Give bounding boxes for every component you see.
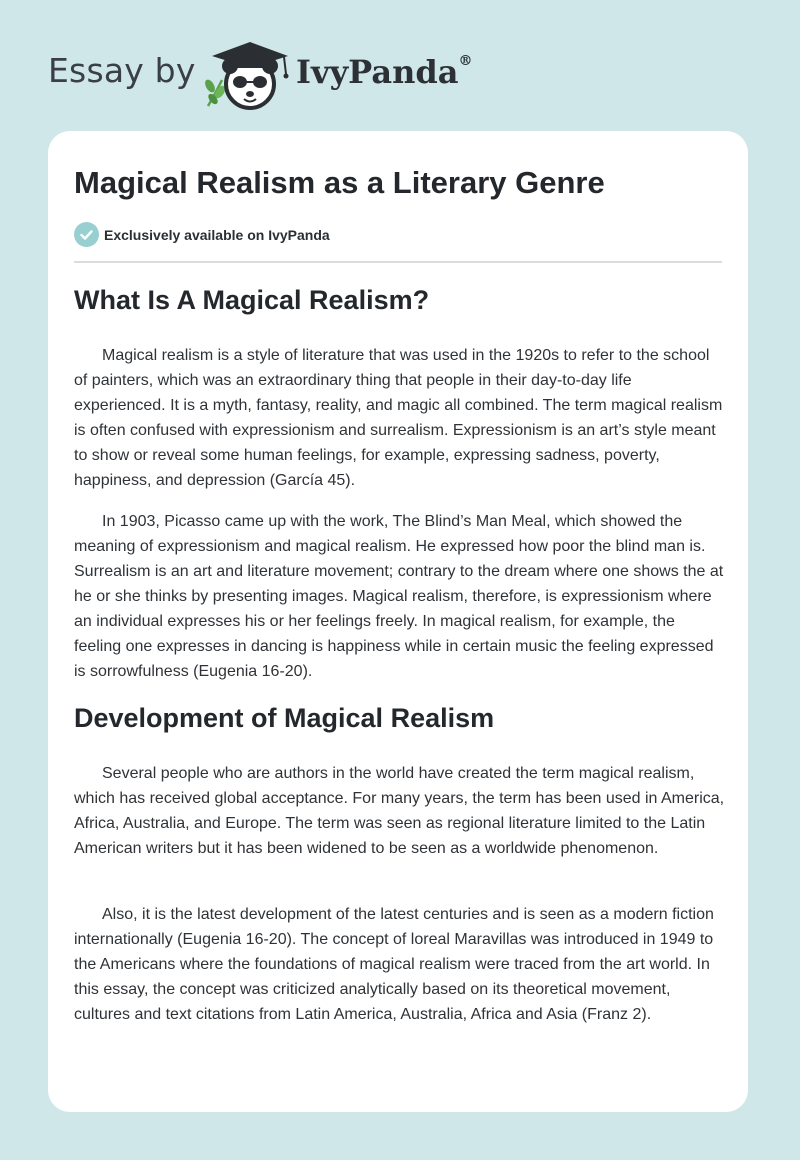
exclusive-badge — [74, 222, 330, 247]
essay-title: Magical Realism as a Literary Genre — [74, 165, 605, 200]
paragraph: Magical realism is a style of literature that was used in the 1920s to refer to the school of painters, which was an extraordinary thing that people in their day-to-day life experienced. It is a myth, fantasy, reality, and magic all combined. The term magical realism is often confused with expressionism and surrealism. Expressionism is an art’s style meant to show or reveal some human feelings, for example, expressing sadness, poverty, happiness, and depression (García 45). — [74, 347, 723, 489]
paragraph: Several people who are authors in the world have created the term magical realism, which has received global acceptance. For many years, the term has been used in America, Africa, Australia, and Europe. The term was seen as regional literature limited to the Latin American writers but it has been widened to be seen as a worldwide phenomenon. — [74, 765, 725, 857]
panda-graduate-icon[interactable] — [200, 36, 296, 112]
title-divider — [74, 261, 722, 263]
site-header — [0, 0, 800, 130]
exclusive-badge-label: Exclusively available on IvyPanda — [104, 226, 330, 243]
essay-by-label: Essay by — [48, 51, 196, 90]
section-heading-development: Development of Magical Realism — [74, 703, 495, 733]
essay-card — [48, 131, 748, 1112]
paragraph: Also, it is the latest development of the latest centuries and is seen as a modern fiction internationally (Eugenia 16-20). The concept of loreal Maravillas was introduced in 1949 to the Americans where the foundations of magical realism were traced from the art world. In this essay, the concept was criticized analytically based on its theoretical movement, cultures and text citations from Latin America, Australia, Africa and Asia (Franz 2). — [74, 906, 714, 1023]
paragraph: In 1903, Picasso came up with the work, The Blind’s Man Meal, which showed the meaning of expressionism and magical realism. He expressed how poor the blind man is. Surrealism is an art and literature movement; contrary to the dream where one shows the at he or she thinks by presenting images. Magical realism, therefore, is expressionism where an individual expresses his or her feelings freely. In magical realism, for example, the feeling one expresses in dancing is happiness while in certain music the feeling expressed is sorrowfulness (Eugenia 16-20). — [74, 513, 724, 680]
brand-name[interactable]: IvyPanda® — [296, 53, 473, 91]
section-heading-what-is: What Is A Magical Realism? — [74, 285, 430, 315]
check-circle-icon — [74, 222, 99, 247]
